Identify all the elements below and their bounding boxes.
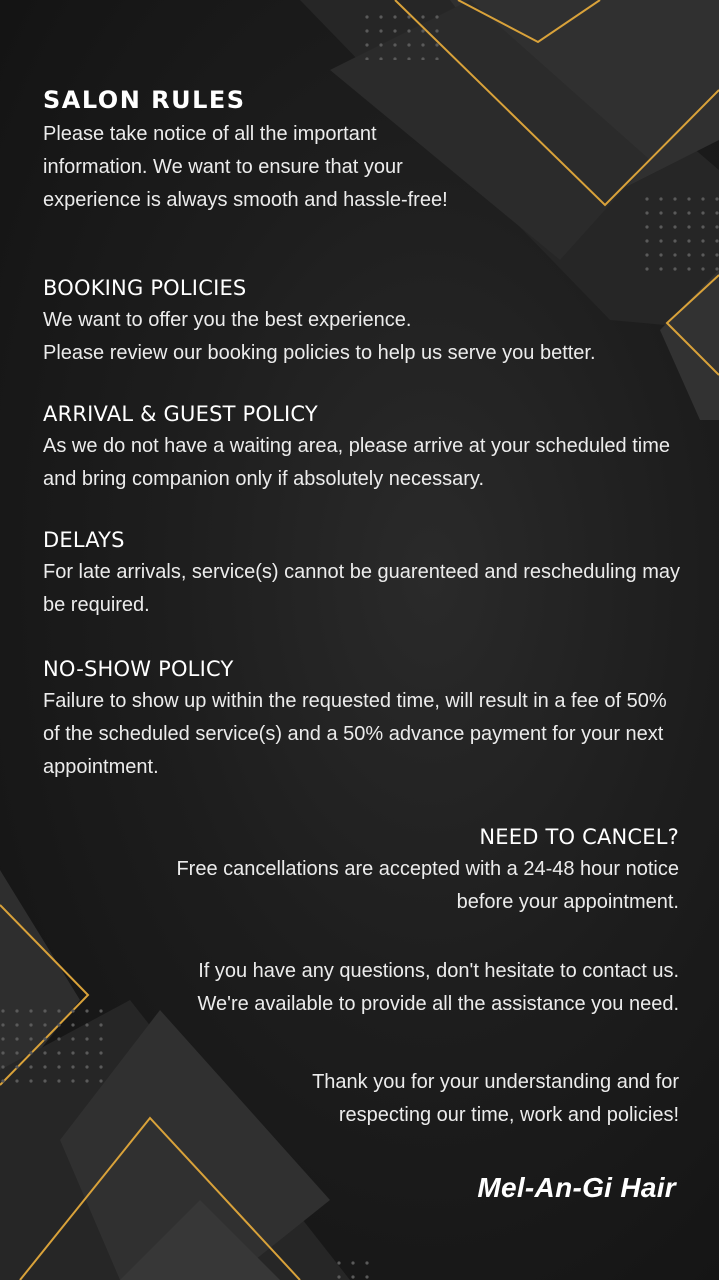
booking-line-1: We want to offer you the best experience. xyxy=(43,309,412,331)
booking-heading: BOOKING POLICIES xyxy=(43,276,247,300)
intro-line-1: Please take notice of all the important xyxy=(43,123,377,145)
intro-section xyxy=(43,86,448,217)
dot-grid-bottom xyxy=(0,1000,110,1085)
noshow-section xyxy=(43,657,667,784)
dot-grid-bottom-2 xyxy=(335,1260,375,1280)
intro-line-3: experience is always smooth and hassle-free! xyxy=(43,189,448,211)
delays-line-2: be required. xyxy=(43,594,150,616)
booking-line-2: Please review our booking policies to help us serve you better. xyxy=(43,342,596,364)
cancel-line-2: before your appointment. xyxy=(456,891,679,913)
delays-section xyxy=(43,528,680,622)
noshow-line-2: of the scheduled service(s) and a 50% advance payment for your next xyxy=(43,723,664,745)
questions-line-1: If you have any questions, don't hesitate to contact us. xyxy=(198,960,679,982)
noshow-heading: NO-SHOW POLICY xyxy=(43,657,234,681)
arrival-line-1: As we do not have a waiting area, please arrive at your scheduled time xyxy=(43,435,671,457)
delays-line-1: For late arrivals, service(s) cannot be guarenteed and rescheduling may xyxy=(43,561,680,583)
cancel-line-1: Free cancellations are accepted with a 24-48 hour notice xyxy=(176,858,679,880)
arrival-line-2: and bring companion only if absolutely necessary. xyxy=(43,468,484,490)
delays-heading: DELAYS xyxy=(43,528,125,552)
arrival-section xyxy=(43,402,670,496)
questions-section xyxy=(197,955,679,1021)
dot-grid-right xyxy=(640,195,719,275)
thanks-line-2: respecting our time, work and policies! xyxy=(338,1104,679,1126)
noshow-line-3: appointment. xyxy=(43,756,159,778)
questions-line-2: We're available to provide all the assistance you need. xyxy=(197,993,679,1015)
cancel-section xyxy=(176,825,679,919)
cancel-heading: NEED TO CANCEL? xyxy=(479,825,679,849)
thanks-line-1: Thank you for your understanding and for xyxy=(312,1071,679,1093)
booking-section xyxy=(43,276,596,370)
noshow-line-1: Failure to show up within the requested time, will result in a fee of 50% xyxy=(43,690,667,712)
thanks-section xyxy=(312,1066,679,1132)
page-title: SALON RULES xyxy=(43,86,246,114)
brand-logo-text: Mel-An-Gi Hair xyxy=(477,1172,676,1203)
arrival-heading: ARRIVAL & GUEST POLICY xyxy=(43,402,318,426)
intro-line-2: information. We want to ensure that your xyxy=(43,156,403,178)
dot-grid-top xyxy=(360,5,440,60)
